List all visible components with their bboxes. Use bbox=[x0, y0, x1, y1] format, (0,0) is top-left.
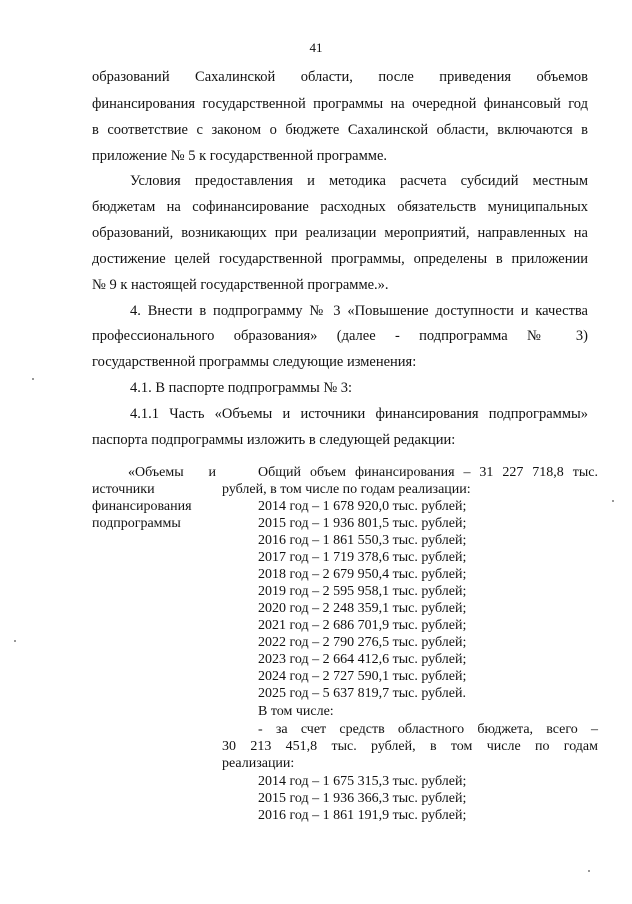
year-total-row: 2017 год – 1 719 378,6 тыс. рублей; bbox=[258, 550, 467, 565]
paragraph-2-line-5: № 9 к настоящей государственной программе.». bbox=[92, 277, 389, 293]
paragraph-5-line-2: паспорта подпрограммы изложить в следующей редакции: bbox=[92, 432, 456, 448]
year-total-row: 2023 год – 2 664 412,6 тыс. рублей; bbox=[258, 652, 467, 667]
year-total-row: 2015 год – 1 936 801,5 тыс. рублей; bbox=[258, 516, 467, 531]
table-left-line-2: источники bbox=[92, 482, 155, 497]
scan-speck bbox=[32, 378, 34, 380]
year-total-row: 2020 год – 2 248 359,1 тыс. рублей; bbox=[258, 601, 467, 616]
scan-speck bbox=[14, 640, 16, 642]
year-total-row: 2025 год – 5 637 819,7 тыс. рублей. bbox=[258, 686, 466, 701]
total-line-2: рублей, в том числе по годам реализации: bbox=[222, 482, 471, 497]
year-total-row: 2022 год – 2 790 276,5 тыс. рублей; bbox=[258, 635, 467, 650]
table-left-line-3: финансирования bbox=[92, 499, 192, 514]
paragraph-4: 4.1. В паспорте подпрограммы № 3: bbox=[130, 380, 353, 396]
table-left-line-1 bbox=[92, 464, 216, 481]
scan-speck bbox=[612, 500, 614, 502]
page-number: 41 bbox=[309, 40, 323, 55]
table-left-line-1-text: «Объемы и bbox=[128, 465, 216, 480]
table-left-line-4: подпрограммы bbox=[92, 516, 181, 531]
year-regional-row: 2015 год – 1 936 366,3 тыс. рублей; bbox=[258, 791, 467, 806]
regional-line-3: реализации: bbox=[222, 756, 295, 771]
year-regional-row: 2014 год – 1 675 315,3 тыс. рублей; bbox=[258, 774, 467, 789]
year-total-row: 2018 год – 2 679 950,4 тыс. рублей; bbox=[258, 567, 467, 582]
paragraph-5-line-1: 4.1.1 Часть «Объемы и источники финансирования подпрограммы» bbox=[130, 406, 588, 422]
scan-speck bbox=[588, 870, 590, 872]
year-total-row: 2024 год – 2 727 590,1 тыс. рублей; bbox=[258, 669, 467, 684]
paragraph-3-line-3: государственной программы следующие изменения: bbox=[92, 354, 417, 370]
paragraph-2-line-1: Условия предоставления и методика расчета субсидий местным bbox=[130, 173, 588, 189]
paragraph-1-line-1: образований Сахалинской области, после приведения объемов bbox=[92, 69, 588, 85]
regional-line-2: 30 213 451,8 тыс. рублей, в том числе по годам bbox=[222, 739, 598, 754]
year-total-row: 2014 год – 1 678 920,0 тыс. рублей; bbox=[258, 499, 467, 514]
paragraph-1-line-2: финансирования государственной программы на очередной финансовый год bbox=[92, 96, 588, 112]
paragraph-1-line-3: в соответствие с законом о бюджете Сахалинской области, включаются в bbox=[92, 122, 588, 138]
paragraph-3-line-1: 4. Внести в подпрограмму № 3 «Повышение доступности и качества bbox=[130, 303, 588, 319]
including-label: В том числе: bbox=[258, 704, 334, 719]
paragraph-2-line-3: образований, возникающих при реализации мероприятий, направленных на bbox=[92, 225, 588, 241]
paragraph-2-line-4: достижение целей государственной программы, определены в приложении bbox=[92, 251, 588, 267]
regional-line-1: - за счет средств областного бюджета, всего – bbox=[258, 722, 598, 737]
year-total-row: 2016 год – 1 861 550,3 тыс. рублей; bbox=[258, 533, 467, 548]
year-total-row: 2021 год – 2 686 701,9 тыс. рублей; bbox=[258, 618, 467, 633]
total-line-1: Общий объем финансирования – 31 227 718,8 тыс. bbox=[258, 465, 598, 480]
paragraph-1-line-4: приложение № 5 к государственной программе. bbox=[92, 148, 388, 164]
paragraph-2-line-2: бюджетам на софинансирование расходных обязательств муниципальных bbox=[92, 199, 588, 215]
year-regional-row: 2016 год – 1 861 191,9 тыс. рублей; bbox=[258, 808, 467, 823]
paragraph-3-line-2: профессионального образования» (далее - подпрограмма № 3) bbox=[92, 328, 588, 344]
year-total-row: 2019 год – 2 595 958,1 тыс. рублей; bbox=[258, 584, 467, 599]
